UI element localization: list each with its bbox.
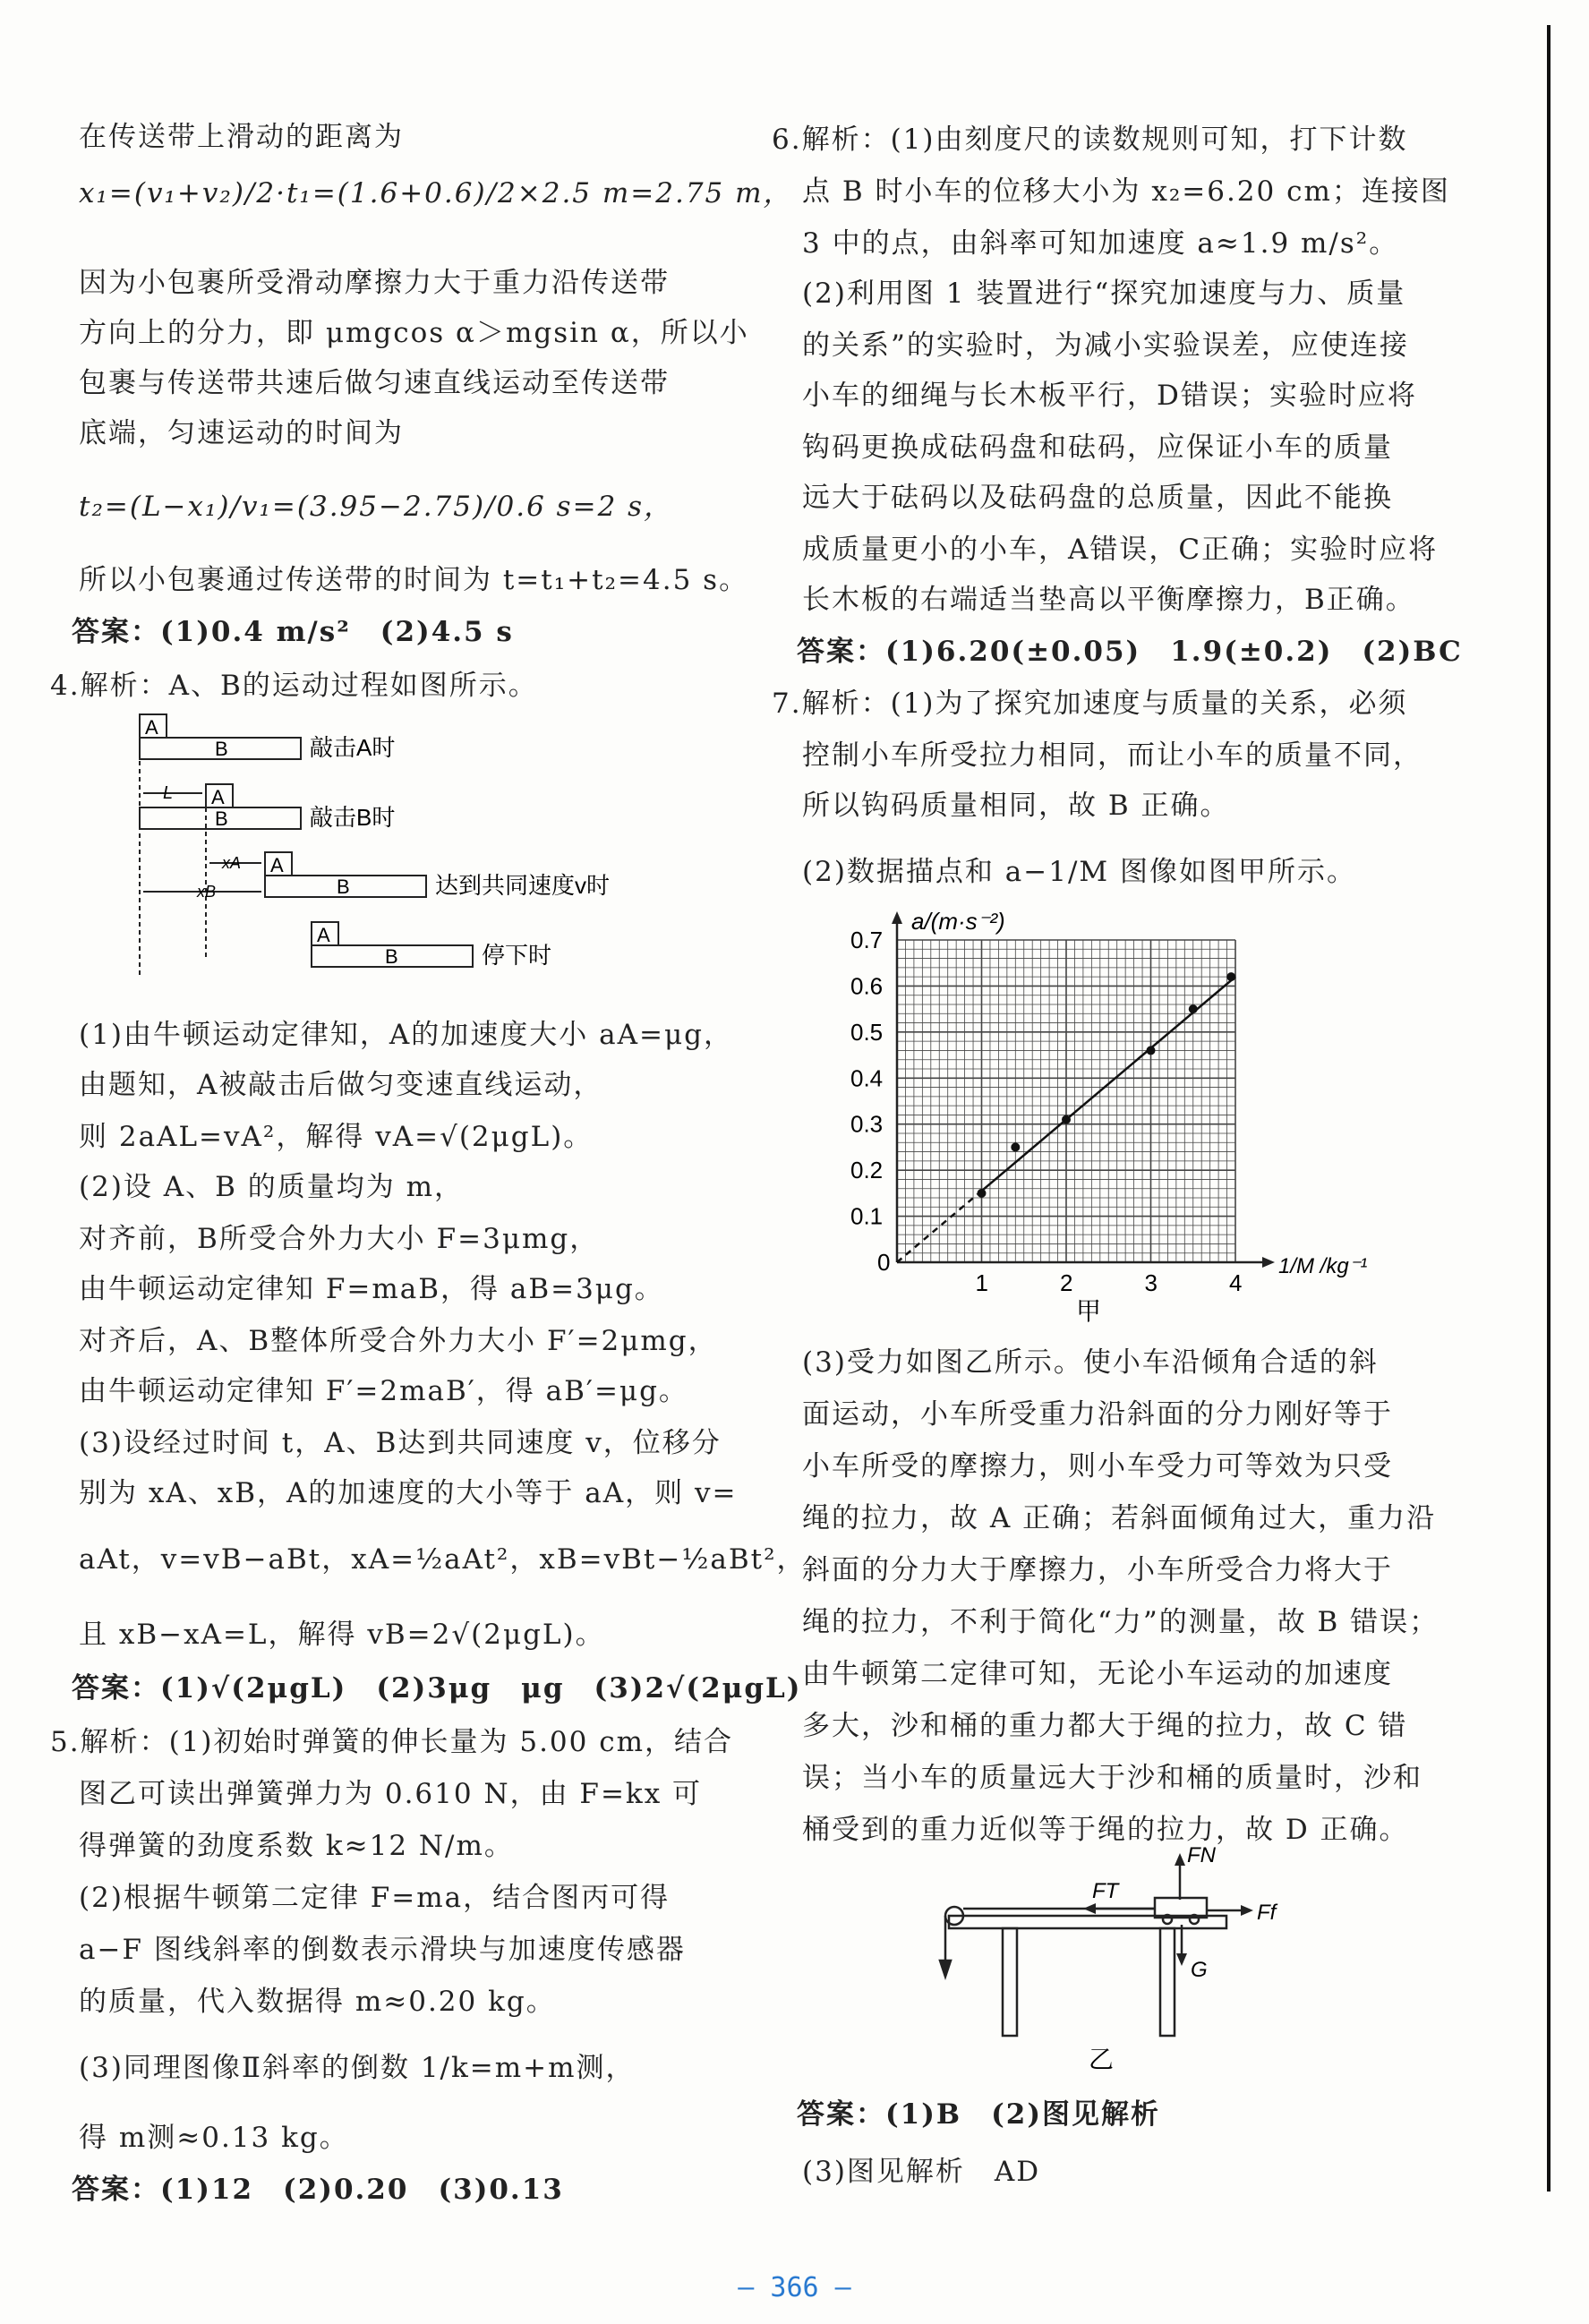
text-line: 多大，沙和桶的重力都大于绳的拉力，故 C 错: [802, 1710, 1408, 1742]
data-point: [978, 1189, 987, 1198]
text-line: (3)图见解析 AD: [802, 2156, 1041, 2188]
y-tick-label: 0.4: [850, 1064, 884, 1092]
text-line: 且 xB−xA=L，解得 vB=2√(2μgL)。: [79, 1619, 605, 1651]
label-xb: xB: [197, 883, 217, 901]
data-point: [1147, 1046, 1156, 1055]
text-line: 面运动，小车所受重力沿斜面的分力刚好等于: [802, 1398, 1393, 1431]
text-line: (3)同理图像Ⅱ斜率的倒数 1/k=m+m测，: [79, 2052, 636, 2084]
question-heading: 7.解析：(1)为了探究加速度与质量的关系，必须: [772, 688, 1408, 720]
text-line: 远大于砝码以及砝码盘的总质量，因此不能换: [802, 482, 1393, 514]
text-line: 绳的拉力，故 A 正确；若斜面倾角过大，重力沿: [802, 1502, 1437, 1534]
label-b: B: [337, 876, 350, 898]
data-point: [1189, 1004, 1198, 1013]
force-label-ft: FT: [1092, 1879, 1119, 1903]
data-point: [1011, 1142, 1020, 1151]
text-line: 桶受到的重力近似等于绳的拉力，故 D 正确。: [802, 1814, 1409, 1846]
text-line: 控制小车所受拉力相同，而让小车的质量不同，: [802, 739, 1422, 772]
data-point: [1226, 972, 1235, 981]
equation-t2: t₂=(L−x₁)/v₁=(3.95−2.75)/0.6 s=2 s，: [79, 491, 674, 523]
force-label-ff: Ff: [1257, 1901, 1277, 1925]
text-line: 由牛顿运动定律知 F=maB，得 aB=3μg。: [79, 1273, 664, 1305]
force-label-fn: FN: [1187, 1844, 1216, 1867]
label-l: L: [163, 783, 174, 803]
a-vs-inverse-m-chart: [841, 904, 1397, 1334]
text-line: aAt，v=vB−aBt，xA=½aAt²，xB=vBt−½aBt²，: [79, 1543, 807, 1576]
text-line: 在传送带上滑动的距离为: [79, 121, 404, 153]
label-hit-b: 敲击B时: [310, 804, 396, 831]
motion-diagram: [125, 707, 662, 976]
text-line: 绳的拉力，不利于简化“力”的测量，故 B 错误；: [802, 1606, 1439, 1638]
text-line: 钩码更换成砝码盘和砝码，应保证小车的质量: [802, 431, 1393, 464]
y-tick-label: 0.6: [850, 972, 884, 1000]
label-a: A: [145, 716, 158, 739]
text-line: (2)根据牛顿第二定律 F=ma，结合图丙可得: [79, 1882, 671, 1914]
text-line: 则 2aAL=vA²，解得 vA=√(2μgL)。: [79, 1121, 594, 1153]
equation-x1: x₁=(v₁+v₂)/2·t₁=(1.6+0.6)/2×2.5 m=2.75 m，: [79, 177, 793, 209]
text-line: 图乙可读出弹簧弹力为 0.610 N，由 F=kx 可: [79, 1778, 703, 1810]
force-diagram: [913, 1844, 1289, 2077]
text-line: 所以钩码质量相同，故 B 正确。: [802, 790, 1230, 822]
y-tick-label: 0.1: [850, 1202, 884, 1230]
answer-line: 答案：(1)12 (2)0.20 (3)0.13: [72, 2174, 564, 2206]
page-number: — 366 —: [738, 2272, 851, 2303]
text-line: 3 中的点，由斜率可知加速度 a≈1.9 m/s²。: [802, 227, 1399, 260]
x-axis-label: 1/M /kg⁻¹: [1278, 1254, 1368, 1278]
text-line: 斜面的分力大于摩擦力，小车所受合力将大于: [802, 1554, 1393, 1586]
text-line: 对齐前，B所受合外力大小 F=3μmg，: [79, 1223, 600, 1255]
label-a: A: [270, 854, 284, 876]
text-line: 点 B 时小车的位移大小为 x₂=6.20 cm；连接图: [802, 175, 1450, 208]
y-tick-label: 0.2: [850, 1157, 884, 1184]
label-common-speed: 达到共同速度v时: [435, 872, 611, 899]
text-line: 对齐后，A、B整体所受合外力大小 F′=2μmg，: [79, 1325, 718, 1357]
text-line: 底端，匀速运动的时间为: [79, 417, 404, 449]
text-line: (1)由牛顿运动定律知，A的加速度大小 aA=μg，: [79, 1019, 733, 1051]
y-tick-label: 0: [877, 1249, 891, 1276]
text-line: 的质量，代入数据得 m≈0.20 kg。: [79, 1986, 556, 2018]
figure-jia-caption: 甲: [1076, 1297, 1102, 1325]
label-a: A: [211, 786, 225, 808]
y-tick-label: 0.7: [850, 927, 884, 953]
label-b: B: [385, 945, 398, 968]
text-line: a−F 图线斜率的倒数表示滑块与加速度传感器: [79, 1934, 686, 1966]
answer-line: 答案：(1)B (2)图见解析: [797, 2098, 1161, 2131]
y-tick-label: 0.3: [850, 1110, 884, 1138]
text-line: 别为 xA、xB，A的加速度的大小等于 aA，则 v=: [79, 1477, 738, 1509]
label-b: B: [215, 807, 228, 830]
label-stopped: 停下时: [482, 942, 552, 969]
text-line: (2)设 A、B 的质量均为 m，: [79, 1171, 465, 1203]
text-line: 误；当小车的质量远大于沙和桶的质量时，沙和: [802, 1762, 1422, 1794]
question-heading: 4.解析：A、B的运动过程如图所示。: [50, 670, 538, 702]
question-heading: 5.解析：(1)初始时弹簧的伸长量为 5.00 cm，结合: [50, 1726, 733, 1758]
text-line: 由牛顿第二定律可知，无论小车运动的加速度: [802, 1658, 1393, 1690]
text-line: 包裹与传送带共速后做匀速直线运动至传送带: [79, 367, 670, 399]
x-tick-label: 3: [1144, 1269, 1158, 1296]
text-line: 小车所受的摩擦力，则小车受力可等效为只受: [802, 1450, 1393, 1482]
answer-line: 答案：(1)6.20(±0.05) 1.9(±0.2) (2)BC: [797, 636, 1463, 668]
label-a: A: [317, 924, 330, 946]
text-line: (2)利用图 1 装置进行“探究加速度与力、质量: [802, 278, 1406, 310]
answer-line: 答案：(1)√(2μgL) (2)3μg μg (3)2√(2μgL): [72, 1672, 802, 1705]
x-tick-label: 4: [1229, 1269, 1243, 1296]
force-label-g: G: [1191, 1958, 1208, 1982]
text-line: 由牛顿运动定律知 F′=2maB′，得 aB′=μg。: [79, 1375, 688, 1407]
text-line: 小车的细绳与长木板平行，D错误；实验时应将: [802, 380, 1417, 412]
x-tick-label: 2: [1060, 1269, 1073, 1296]
y-tick-label: 0.5: [850, 1018, 884, 1046]
answer-line: 答案：(1)0.4 m/s² (2)4.5 s: [72, 616, 514, 648]
column-rule: [1547, 25, 1551, 2192]
label-xa: xA: [222, 854, 242, 872]
text-line: 由题知，A被敲击后做匀变速直线运动，: [79, 1069, 603, 1101]
text-line: 得 m测≈0.13 kg。: [79, 2122, 349, 2154]
text-line: (3)设经过时间 t，A、B达到共同速度 v，位移分: [79, 1427, 722, 1459]
figure-yi-caption: 乙: [1089, 2046, 1115, 2073]
y-axis-label: a/(m·s⁻²): [911, 908, 1005, 935]
label-b: B: [215, 738, 228, 760]
text-line: (2)数据描点和 a−1/M 图像如图甲所示。: [802, 856, 1356, 888]
text-line: 因为小包裹所受滑动摩擦力大于重力沿传送带: [79, 267, 670, 299]
text-line: (3)受力如图乙所示。使小车沿倾角合适的斜: [802, 1346, 1379, 1379]
text-line: 方向上的分力，即 μmgcos α＞mgsin α，所以小: [79, 317, 749, 349]
data-point: [1062, 1115, 1071, 1124]
x-tick-label: 1: [975, 1269, 988, 1296]
text-line: 的关系”的实验时，为减小实验误差，应使连接: [802, 329, 1409, 362]
question-heading: 6.解析：(1)由刻度尺的读数规则可知，打下计数: [772, 124, 1408, 156]
text-line: 长木板的右端适当垫高以平衡摩擦力，B正确。: [802, 584, 1415, 616]
text-line: 成质量更小的小车，A错误，C正确；实验时应将: [802, 534, 1439, 566]
label-hit-a: 敲击A时: [310, 734, 396, 761]
text-line: 所以小包裹通过传送带的时间为 t=t₁+t₂=4.5 s。: [79, 564, 749, 596]
text-line: 得弹簧的劲度系数 k≈12 N/m。: [79, 1830, 514, 1862]
